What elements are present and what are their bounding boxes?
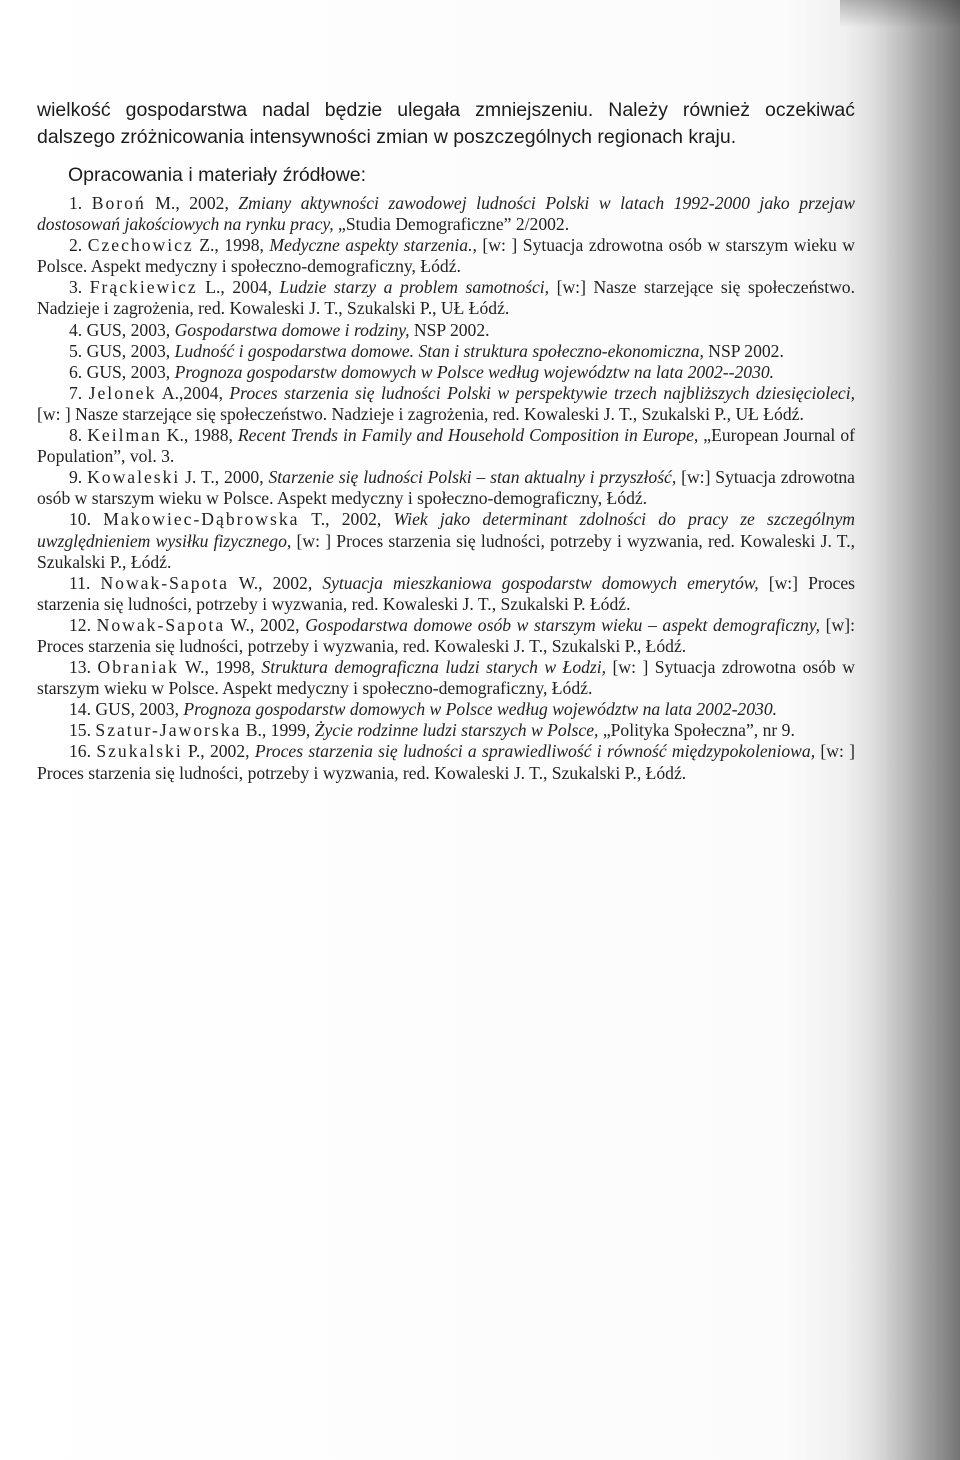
reference-item: 12. Nowak-Sapota W., 2002, Gospodarstwa domowe osób w starszym wieku – aspekt demograficzny, [w]: Proces starzenia się ludności, potrzeby i wyzwania, red. Kowaleski J. T., Szukalski P., Łódź.	[37, 614, 855, 656]
reference-item: 3. Frąckiewicz L., 2004, Ludzie starzy a problem samotności, [w:] Nasze starzejące się społeczeństwo. Nadzieje i zagrożenia, red. Kowaleski J. T., Szukalski P., UŁ Łódź.	[37, 277, 855, 319]
reference-item: 2. Czechowicz Z., 1998, Medyczne aspekty starzenia., [w: ] Sytuacja zdrowotna osób w starszym wieku w Polsce. Aspekt medyczny i społeczno-demograficzny, Łódź.	[37, 235, 855, 277]
reference-list	[37, 193, 855, 784]
reference-item: 15. Szatur-Jaworska B., 1999, Życie rodzinne ludzi starszych w Polsce, „Polityka Społeczna”, nr 9.	[69, 720, 795, 741]
reference-item: 5. GUS, 2003, Ludność i gospodarstwa domowe. Stan i struktura społeczno-ekonomiczna, NSP 2002.	[69, 340, 784, 361]
reference-item: 16. Szukalski P., 2002, Proces starzenia się ludności a sprawiedliwość i równość międzypokoleniowa, [w: ] Proces starzenia się ludności, potrzeby i wyzwania, red. Kowaleski J. T., Szukalski P., Łódź.	[37, 741, 856, 783]
reference-item: 8. Keilman K., 1988, Recent Trends in Family and Household Composition in Europe, „European Journal of Population”, vol. 3.	[37, 425, 855, 467]
reference-item: 4. GUS, 2003, Gospodarstwa domowe i rodziny, NSP 2002.	[69, 319, 490, 340]
reference-item: 10. Makowiec-Dąbrowska T., 2002, Wiek jako determinant zdolności do pracy ze szczególnym uwzględnieniem wysiłku fizycznego, [w: ] Proces starzenia się ludności, potrzeby i wyzwania, red. Kowaleski J. T., Szukalski P., Łódź.	[37, 509, 855, 572]
intro-paragraph: wielkość gospodarstwa nadal będzie ulegała zmniejszeniu. Należy również oczekiwać dalszego zróżnicowania intensywności zmian w poszczególnych regionach kraju.	[37, 99, 855, 148]
reference-item: 9. Kowaleski J. T., 2000, Starzenie się ludności Polski – stan aktualny i przyszłość, [w:] Sytuacja zdrowotna osób w starszym wieku w Polsce. Aspekt medyczny i społeczno-demograficzny, Łódź.	[37, 467, 855, 509]
reference-item: 6. GUS, 2003, Prognoza gospodarstw domowych w Polsce według województw na lata 2002--2030.	[69, 361, 775, 382]
reference-item: 14. GUS, 2003, Prognoza gospodarstw domowych w Polsce według województw na lata 2002-2030.	[69, 699, 778, 720]
page-content	[37, 97, 855, 784]
reference-item: 13. Obraniak W., 1998, Struktura demograficzna ludzi starych w Łodzi, [w: ] Sytuacja zdrowotna osób w starszym wieku w Polsce. Aspekt medyczny i społeczno-demograficzny, Łódź.	[37, 657, 855, 699]
page-corner-shadow	[840, 0, 960, 28]
page-edge-shadow	[870, 0, 960, 1460]
references-heading: Opracowania i materiały źródłowe:	[68, 164, 367, 186]
reference-item: 1. Boroń M., 2002, Zmiany aktywności zawodowej ludności Polski w latach 1992-2000 jako przejaw dostosowań jakościowych na rynku pracy, „Studia Demograficzne” 2/2002.	[37, 193, 855, 235]
reference-item: 11. Nowak-Sapota W., 2002, Sytuacja mieszkaniowa gospodarstw domowych emerytów, [w:] Proces starzenia się ludności, potrzeby i wyzwania, red. Kowaleski J. T., Szukalski P. Łódź.	[37, 572, 856, 614]
reference-item: 7. Jelonek A.,2004, Proces starzenia się ludności Polski w perspektywie trzech najbliższych dziesięcioleci, [w: ] Nasze starzejące się społeczeństwo. Nadzieje i zagrożenia, red. Kowaleski J. T., Szukalski P., UŁ Łódź.	[37, 382, 856, 424]
